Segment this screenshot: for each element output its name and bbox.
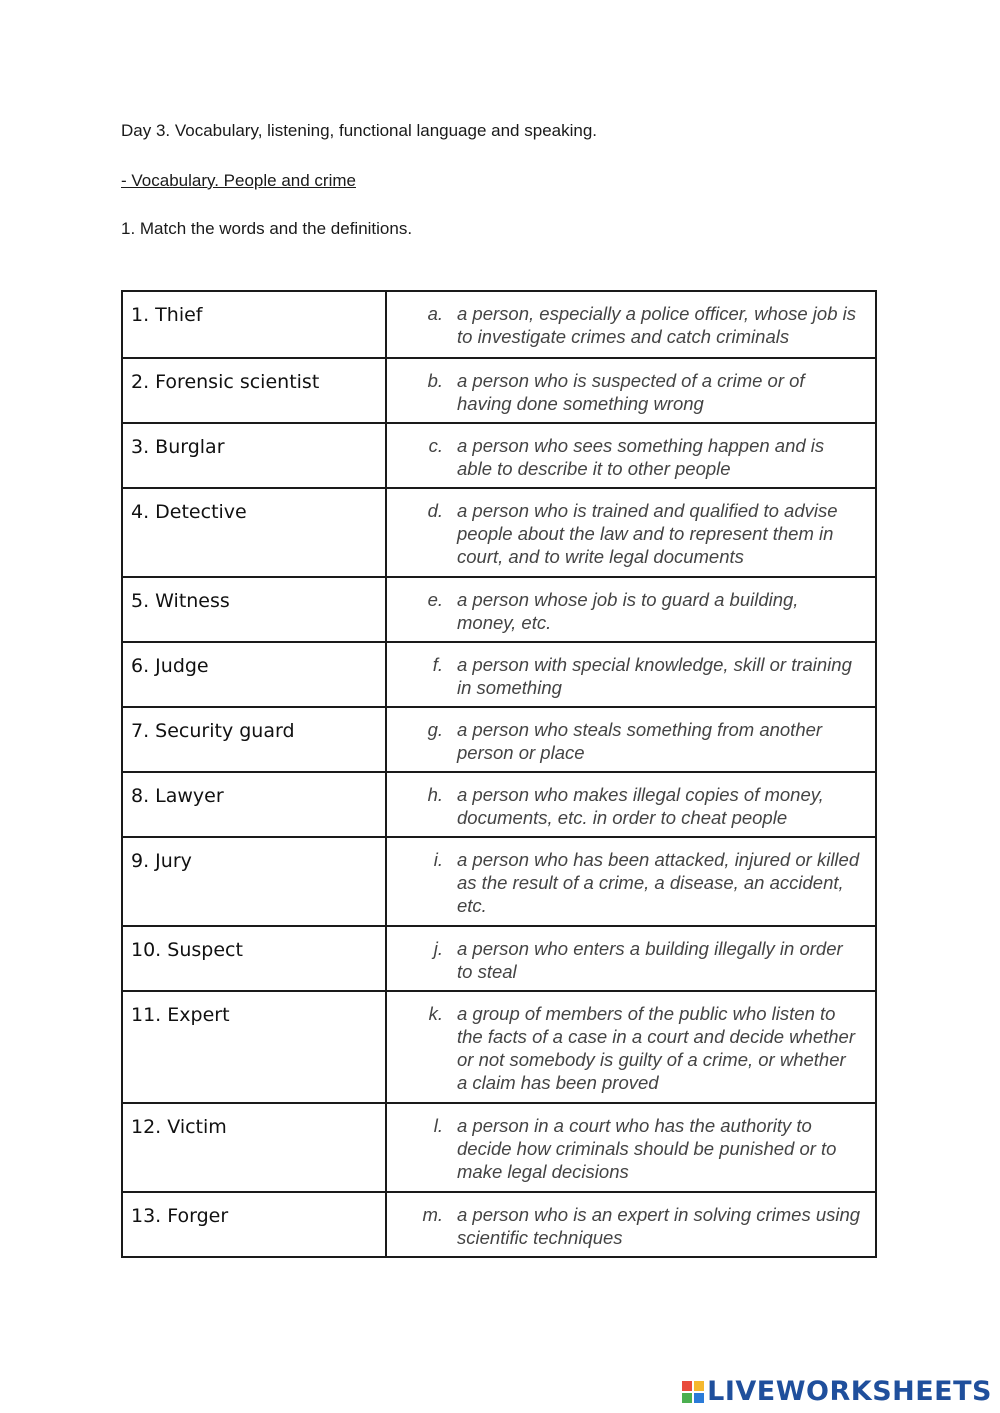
table-row — [122, 577, 876, 642]
definition-letter: b. — [427, 370, 443, 391]
logo-text: LIVEWORKSHEETS — [707, 1376, 992, 1407]
table-row — [122, 642, 876, 707]
word-cell: 10. Suspect — [122, 926, 386, 991]
definition-cell — [386, 358, 876, 423]
table-row — [122, 358, 876, 423]
word-cell: 3. Burglar — [122, 423, 386, 488]
word-cell: 6. Judge — [122, 642, 386, 707]
definition-letter: m. — [422, 1204, 443, 1225]
definition-letter: j. — [433, 938, 443, 959]
word-cell: 13. Forger — [122, 1192, 386, 1257]
definition-text: a person who is suspected of a crime or of having done something wrong — [457, 370, 805, 414]
definition-text: a person, especially a police officer, whose job is to investigate crimes and catch criminals — [457, 303, 856, 347]
table-row — [122, 423, 876, 488]
word-cell: 11. Expert — [122, 991, 386, 1103]
definition-text: a person who is trained and qualified to advise people about the law and to represent them in court, and to write legal documents — [457, 500, 838, 567]
definition-cell — [386, 291, 876, 358]
logo-icon — [682, 1381, 704, 1403]
word-cell: 7. Security guard — [122, 707, 386, 772]
definition-cell — [386, 1103, 876, 1192]
definition-text: a person whose job is to guard a building, money, etc. — [457, 589, 799, 633]
definition-letter: e. — [427, 589, 443, 610]
definition-text: a person in a court who has the authority to decide how criminals should be punished or to make legal decisions — [457, 1115, 837, 1182]
word-cell: 1. Thief — [122, 291, 386, 358]
definition-letter: d. — [427, 500, 443, 521]
definition-letter: g. — [427, 719, 443, 740]
definition-text: a person with special knowledge, skill or training in something — [457, 654, 852, 698]
table-row — [122, 1103, 876, 1192]
word-cell: 4. Detective — [122, 488, 386, 577]
definition-cell — [386, 488, 876, 577]
definition-text: a group of members of the public who listen to the facts of a case in a court and decide whether or not somebody is guilty of a crime, or whether a claim has been proved — [457, 1003, 855, 1093]
definition-cell — [386, 707, 876, 772]
table-row — [122, 991, 876, 1103]
table-row — [122, 291, 876, 358]
definition-letter: l. — [433, 1115, 443, 1136]
definition-cell — [386, 1192, 876, 1257]
word-cell: 2. Forensic scientist — [122, 358, 386, 423]
definition-cell — [386, 772, 876, 837]
definition-text: a person who enters a building illegally in order to steal — [457, 938, 843, 982]
table-row — [122, 488, 876, 577]
definition-letter: i. — [433, 849, 443, 870]
liveworksheets-logo — [682, 1376, 992, 1407]
word-cell: 12. Victim — [122, 1103, 386, 1192]
table-row — [122, 772, 876, 837]
definition-letter: f. — [432, 654, 443, 675]
definition-cell — [386, 423, 876, 488]
word-cell: 8. Lawyer — [122, 772, 386, 837]
exercise-instruction: 1. Match the words and the definitions. — [121, 219, 413, 238]
definition-cell — [386, 642, 876, 707]
definition-text: a person who is an expert in solving crimes using scientific techniques — [457, 1204, 861, 1248]
word-cell: 9. Jury — [122, 837, 386, 926]
definition-text: a person who sees something happen and is able to describe it to other people — [457, 435, 825, 479]
table-row — [122, 707, 876, 772]
table-row — [122, 837, 876, 926]
table-row — [122, 926, 876, 991]
definition-letter: h. — [427, 784, 443, 805]
definition-cell — [386, 991, 876, 1103]
word-cell: 5. Witness — [122, 577, 386, 642]
section-heading: - Vocabulary. People and crime — [121, 171, 356, 190]
definition-cell — [386, 837, 876, 926]
definition-text: a person who makes illegal copies of money, documents, etc. in order to cheat people — [457, 784, 824, 828]
matching-table — [121, 290, 877, 1258]
definition-letter: c. — [428, 435, 443, 456]
definition-text: a person who has been attacked, injured or killed as the result of a crime, a disease, an accident, etc. — [457, 849, 860, 916]
definition-cell — [386, 577, 876, 642]
page-title: Day 3. Vocabulary, listening, functional language and speaking. — [121, 121, 598, 140]
table-row — [122, 1192, 876, 1257]
definition-letter: k. — [428, 1003, 443, 1024]
definition-cell — [386, 926, 876, 991]
definition-text: a person who steals something from another person or place — [457, 719, 823, 763]
definition-letter: a. — [427, 303, 443, 324]
